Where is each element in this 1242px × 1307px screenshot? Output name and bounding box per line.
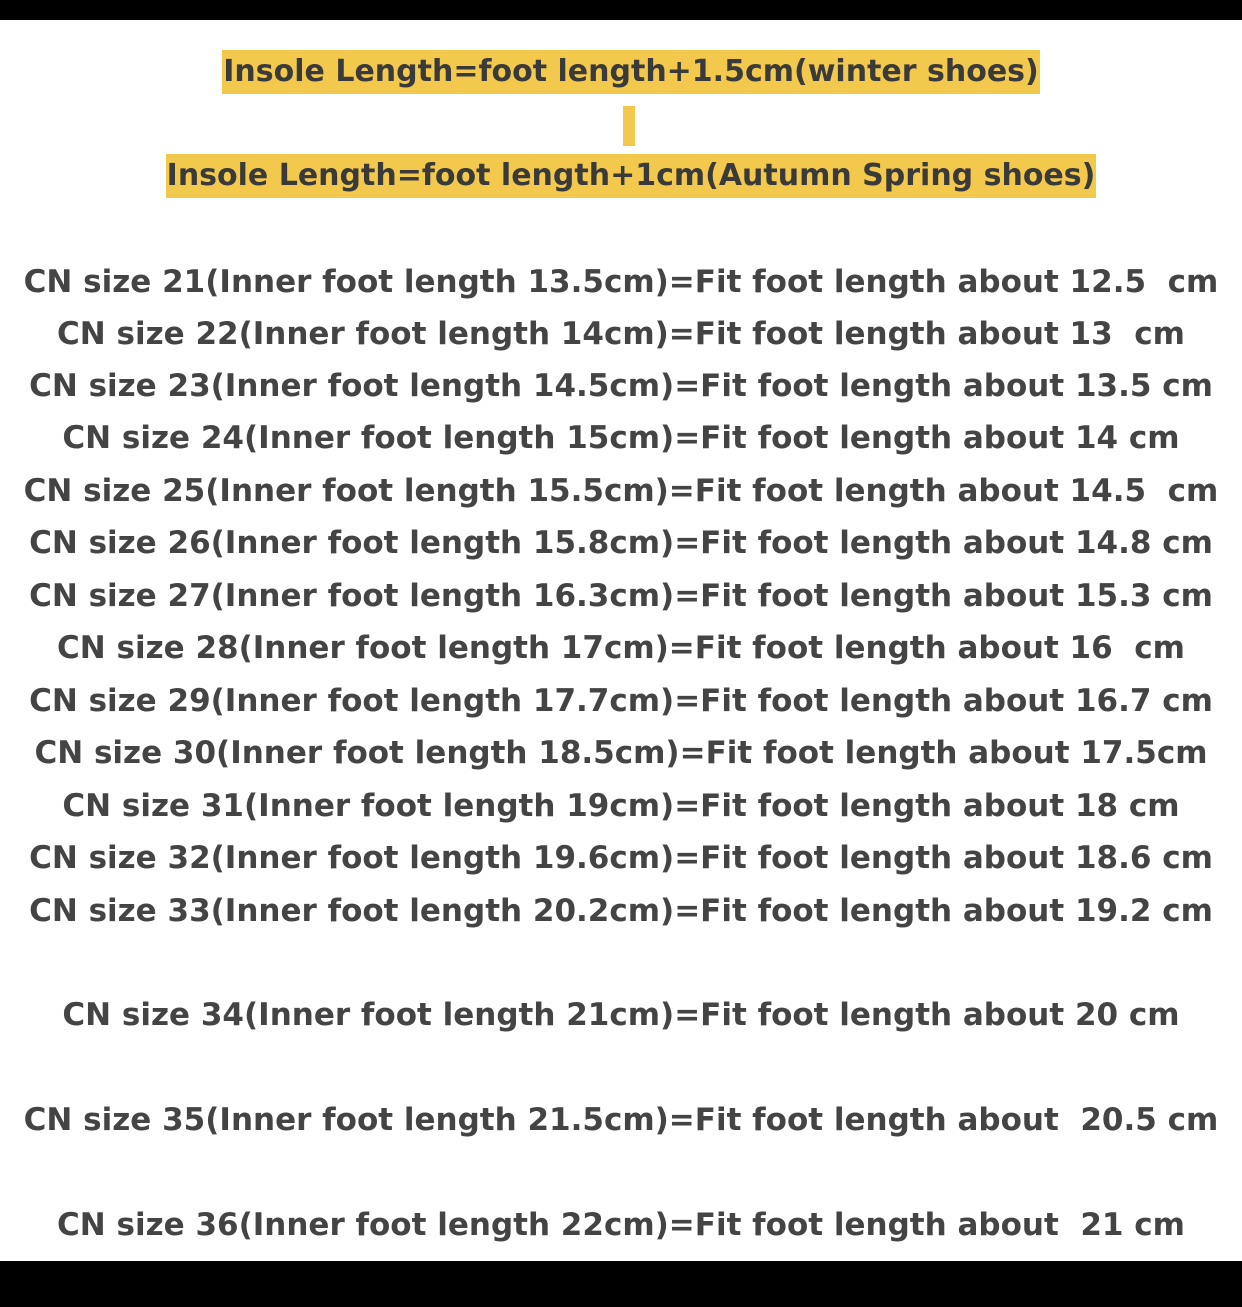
size-row-36: CN size 36(Inner foot length 22cm)=Fit foot length about 21 cm — [57, 1207, 1185, 1243]
formula-connector — [623, 106, 635, 146]
size-row-29: CN size 29(Inner foot length 17.7cm)=Fit foot length about 16.7 cm — [29, 683, 1213, 719]
size-row-35: CN size 35(Inner foot length 21.5cm)=Fit foot length about 20.5 cm — [23, 1102, 1219, 1138]
size-row-33: CN size 33(Inner foot length 20.2cm)=Fit foot length about 19.2 cm — [29, 893, 1213, 929]
size-row-32: CN size 32(Inner foot length 19.6cm)=Fit foot length about 18.6 cm — [29, 840, 1213, 876]
size-row-34: CN size 34(Inner foot length 21cm)=Fit foot length about 20 cm — [62, 997, 1180, 1033]
size-row-21: CN size 21(Inner foot length 13.5cm)=Fit foot length about 12.5 cm — [23, 264, 1219, 300]
size-row-24: CN size 24(Inner foot length 15cm)=Fit foot length about 14 cm — [62, 420, 1180, 456]
size-row-30: CN size 30(Inner foot length 18.5cm)=Fit foot length about 17.5cm — [34, 735, 1208, 771]
bottom-frame-bar — [0, 1261, 1242, 1307]
autumn-formula-label: Insole Length=foot length+1cm(Autumn Spring shoes) — [166, 154, 1096, 198]
size-chart-sheet — [0, 20, 1242, 1261]
winter-formula-label: Insole Length=foot length+1.5cm(winter shoes) — [222, 50, 1040, 94]
size-row-31: CN size 31(Inner foot length 19cm)=Fit foot length about 18 cm — [62, 788, 1180, 824]
size-row-26: CN size 26(Inner foot length 15.8cm)=Fit foot length about 14.8 cm — [29, 525, 1213, 561]
size-row-28: CN size 28(Inner foot length 17cm)=Fit foot length about 16 cm — [57, 630, 1185, 666]
size-row-27: CN size 27(Inner foot length 16.3cm)=Fit foot length about 15.3 cm — [29, 578, 1213, 614]
size-row-22: CN size 22(Inner foot length 14cm)=Fit foot length about 13 cm — [57, 316, 1185, 352]
size-row-23: CN size 23(Inner foot length 14.5cm)=Fit foot length about 13.5 cm — [29, 368, 1213, 404]
size-row-25: CN size 25(Inner foot length 15.5cm)=Fit foot length about 14.5 cm — [23, 473, 1219, 509]
